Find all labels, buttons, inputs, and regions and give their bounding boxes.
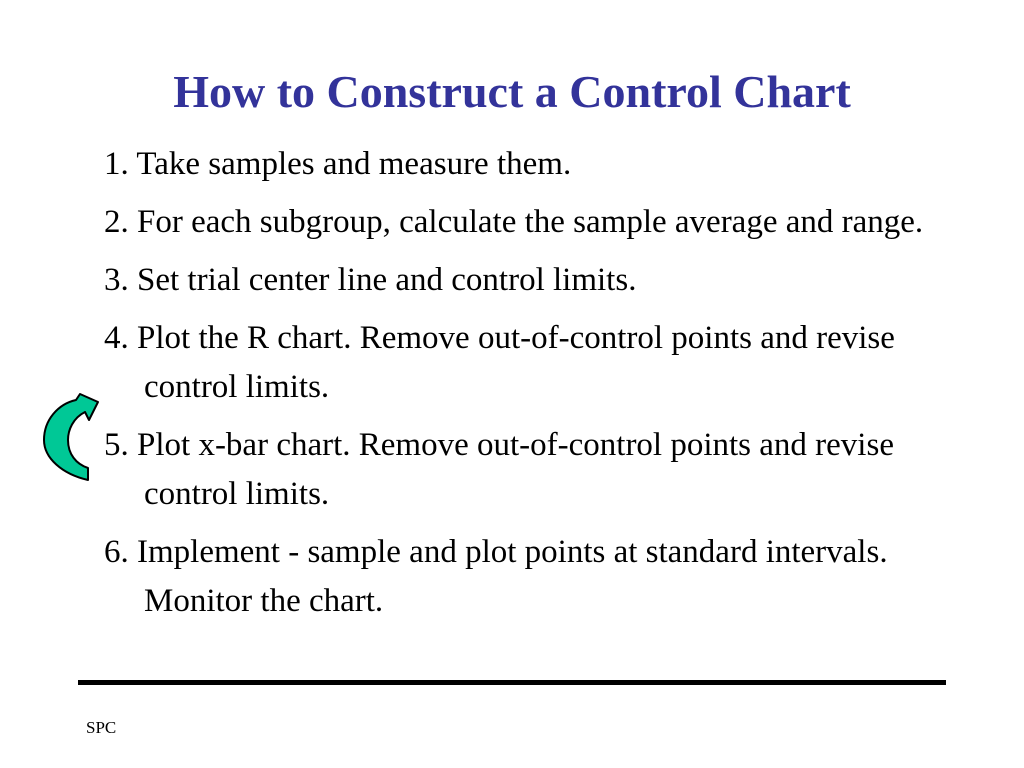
step-item-2: 2. For each subgroup, calculate the sample average and range. [104, 204, 924, 240]
step-item-6: 6. Implement - sample and plot points at standard intervals. Monitor the chart. [104, 534, 888, 619]
slide-title: How to Construct a Control Chart [173, 66, 851, 117]
footer-divider [78, 680, 946, 685]
step-item-1: 1. Take samples and measure them. [104, 146, 572, 182]
circular-arrow-icon [38, 384, 108, 484]
steps-list [104, 140, 964, 635]
step-item-5: 5. Plot x-bar chart. Remove out-of-control points and revise control limits. [104, 427, 894, 512]
step-item-3: 3. Set trial center line and control limits. [104, 262, 637, 298]
footer-label: SPC [86, 718, 117, 737]
step-item-4: 4. Plot the R chart. Remove out-of-control points and revise control limits. [104, 320, 895, 405]
